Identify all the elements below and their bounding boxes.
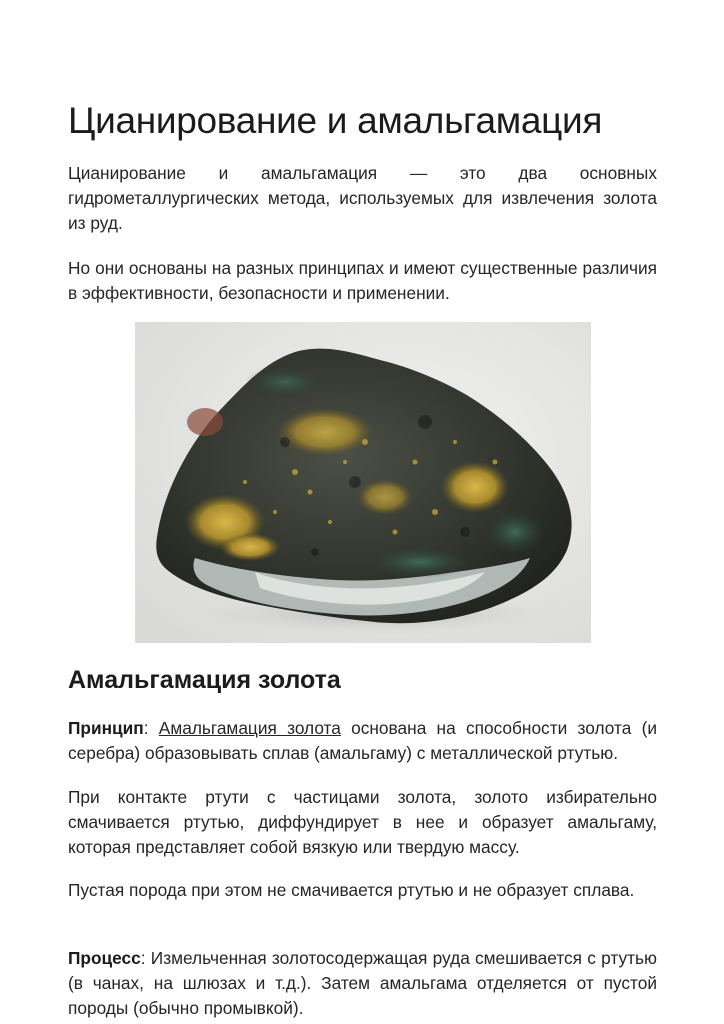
principle-paragraph: [68, 716, 657, 766]
process-text: Измельченная золотосодержащая руда смешивается с ртутью (в чанах, на шлюзах и т.д.). Затем амальгама отделяется от пустой породы (обычно промывкой).: [68, 948, 657, 1018]
amalgamation-link[interactable]: Амальгамация золота: [158, 718, 341, 738]
waste-rock-paragraph: Пустая порода при этом не смачивается ртутью и не образует сплава.: [68, 880, 635, 900]
gold-ore-photo: [135, 322, 591, 643]
principle-text: основана на способности золота (и серебра) образовывать сплав (амальгаму) с металлической ртутью.: [68, 718, 657, 763]
intro-paragraph-1: Цианирование и амальгамация — это два основных гидрометаллургических метода, используемых для извлечения золота из руд.: [68, 163, 657, 233]
section-heading: Амальгамация золота: [68, 666, 341, 694]
gold-ore-rock-icon: [135, 322, 591, 643]
page-title: Цианирование и амальгамация: [68, 100, 603, 141]
process-paragraph: [68, 946, 657, 1021]
principle-separator: :: [143, 718, 159, 738]
principle-label: Принцип: [68, 718, 144, 738]
contact-paragraph: При контакте ртути с частицами золота, золото избирательно смачивается ртутью, диффундирует в нее и образует амальгаму, которая представляет собой вязкую или твердую массу.: [68, 787, 657, 857]
process-separator: :: [140, 948, 151, 968]
intro-paragraph-2: Но они основаны на разных принципах и имеют существенные различия в эффективности, безопасности и применении.: [68, 258, 657, 303]
process-label: Процесс: [68, 948, 141, 968]
